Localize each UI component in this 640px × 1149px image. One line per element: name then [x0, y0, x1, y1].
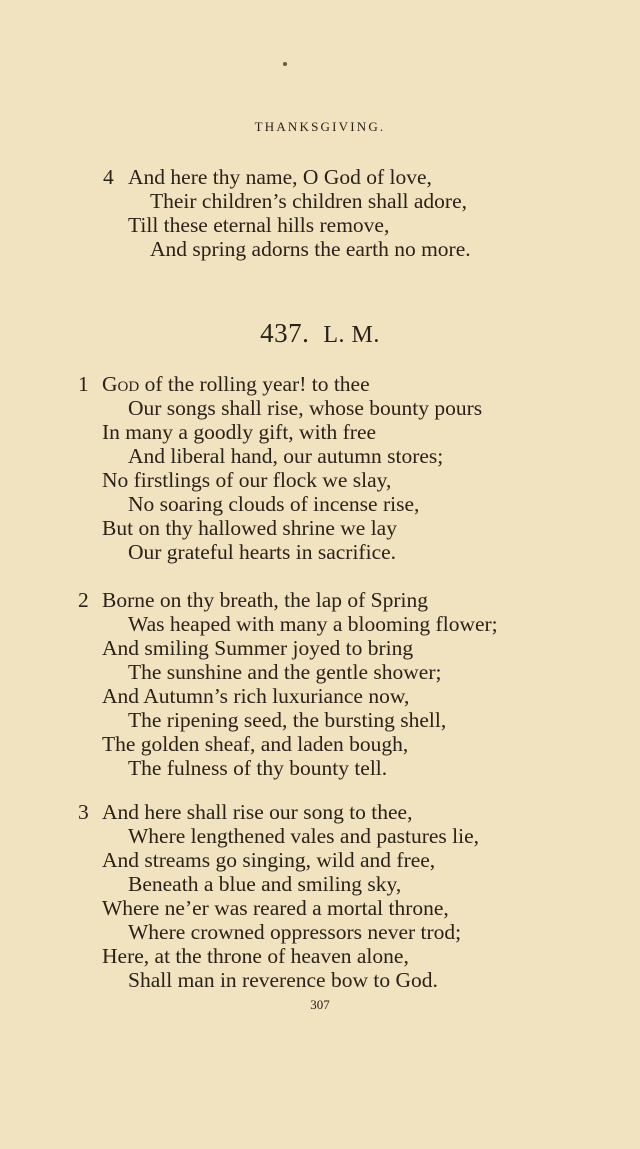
- verse-line-rest: of the rolling year! to thee: [139, 372, 370, 396]
- first-word: God: [102, 372, 140, 396]
- verse-line: And streams go singing, wild and free,: [102, 848, 436, 872]
- hymn-meter: L. M.: [323, 322, 380, 348]
- stanza-number: 1: [78, 372, 89, 396]
- verse-line: The fulness of thy bounty tell.: [128, 756, 388, 780]
- verse-line: In many a goodly gift, with free: [102, 420, 377, 444]
- verse-line: And liberal hand, our autumn stores;: [128, 444, 444, 468]
- verse-line: The ripening seed, the bursting shell,: [128, 708, 447, 732]
- verse-line: And here thy name, O God of love,: [128, 165, 432, 189]
- verse-line: Beneath a blue and smiling sky,: [128, 872, 402, 896]
- stanza-number: 4: [103, 165, 114, 189]
- stanza-number: 2: [78, 588, 89, 612]
- hymn-title: [0, 318, 640, 349]
- verse-line: Their children’s children shall adore,: [150, 189, 468, 213]
- verse-line: Our songs shall rise, whose bounty pours: [128, 396, 483, 420]
- verse-line: Where ne’er was reared a mortal throne,: [102, 896, 449, 920]
- verse-line: No firstlings of our flock we slay,: [102, 468, 392, 492]
- verse-line: Our grateful hearts in sacrifice.: [128, 540, 397, 564]
- ink-speck: [283, 62, 287, 66]
- hymn-number: 437.: [260, 318, 310, 348]
- verse-line: Till these eternal hills remove,: [128, 213, 390, 237]
- verse-line: And smiling Summer joyed to bring: [102, 636, 414, 660]
- verse-line: And here shall rise our song to thee,: [102, 800, 413, 824]
- verse-line: Borne on thy breath, the lap of Spring: [102, 588, 429, 612]
- verse-line: Was heaped with many a blooming flower;: [128, 612, 498, 636]
- verse-line: The golden sheaf, and laden bough,: [102, 732, 409, 756]
- verse-line: But on thy hallowed shrine we lay: [102, 516, 397, 540]
- verse-line: Where lengthened vales and pastures lie,: [128, 824, 480, 848]
- running-header: THANKSGIVING.: [254, 119, 386, 134]
- verse-line: And spring adorns the earth no more.: [150, 237, 471, 261]
- verse-line: Here, at the throne of heaven alone,: [102, 944, 409, 968]
- verse-line: No soaring clouds of incense rise,: [128, 492, 420, 516]
- verse-line: And Autumn’s rich luxuriance now,: [102, 684, 410, 708]
- page-number: 307: [310, 997, 330, 1012]
- verse-line: [102, 372, 370, 396]
- verse-line: Shall man in reverence bow to God.: [128, 968, 438, 992]
- verse-line: The sunshine and the gentle shower;: [128, 660, 442, 684]
- verse-line: Where crowned oppressors never trod;: [128, 920, 462, 944]
- stanza-number: 3: [78, 800, 89, 824]
